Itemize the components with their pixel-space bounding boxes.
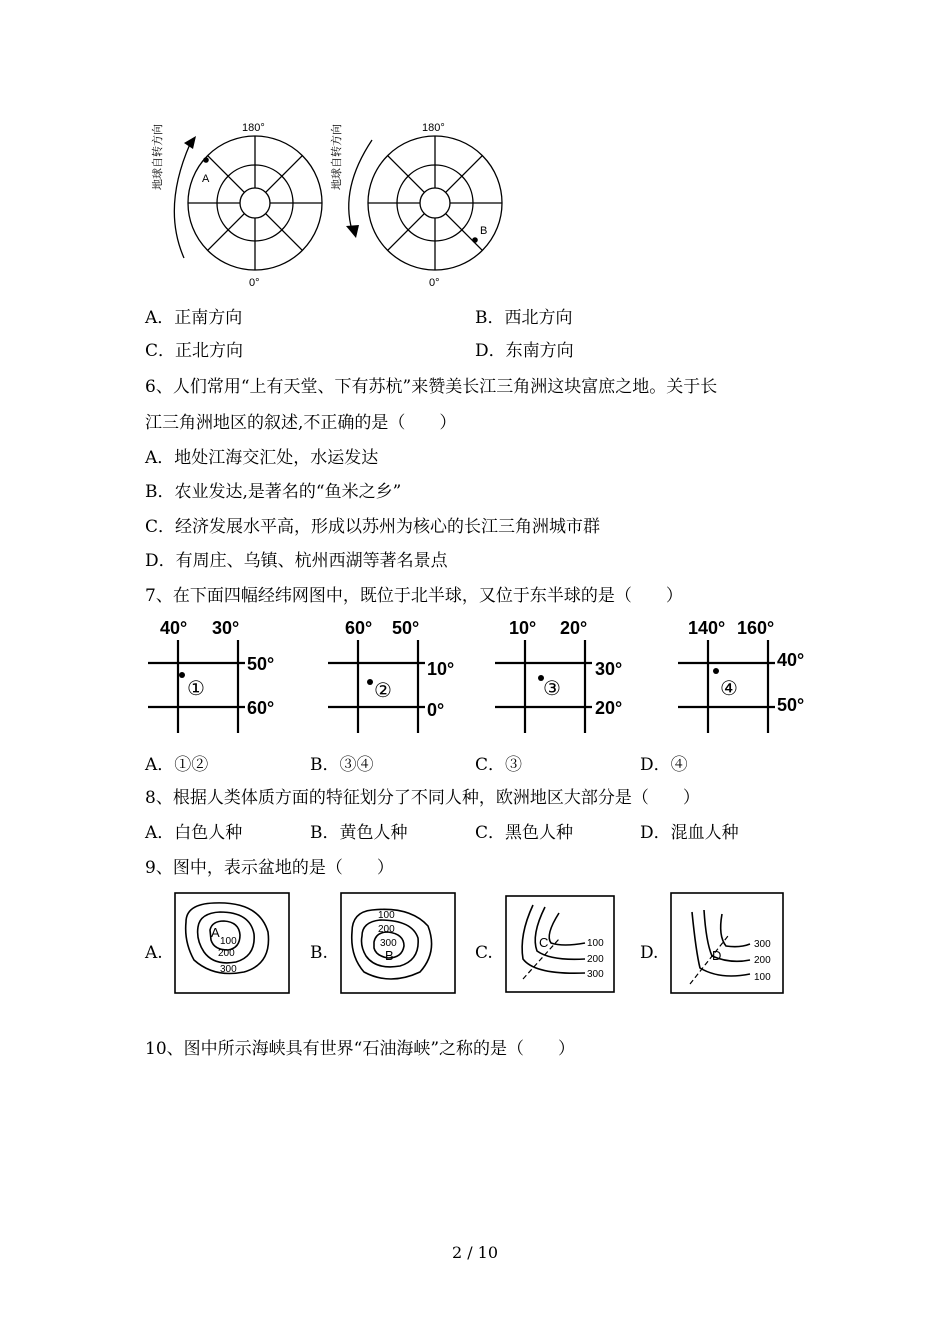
contour-b-l3: 300 bbox=[380, 938, 397, 949]
q6-stem-line2: 江三角洲地区的叙述,不正确的是（ ） bbox=[145, 413, 457, 433]
grid1-lat2: 60° bbox=[247, 698, 275, 718]
q8-option-c[interactable]: C．黑色人种 bbox=[475, 823, 574, 843]
q6-option-d[interactable]: D．有周庄、乌镇、杭州西湖等著名景点 bbox=[145, 551, 448, 571]
contour-d-l2: 200 bbox=[754, 955, 771, 966]
polar-left-arrow-label: 地球自转方向 bbox=[151, 124, 164, 190]
q9-option-c[interactable]: C. bbox=[475, 943, 493, 963]
contour-a-l3: 300 bbox=[220, 964, 237, 975]
grid4-lat2: 50° bbox=[777, 695, 805, 715]
contour-d-point: D bbox=[712, 948, 722, 963]
q9-stem: 9、图中，表示盆地的是（ ） bbox=[145, 858, 394, 878]
grid1-lon2: 30° bbox=[212, 618, 240, 638]
grid3-lat1: 30° bbox=[595, 659, 623, 679]
q9-option-a[interactable]: A. bbox=[145, 943, 163, 963]
q6-option-c[interactable]: C．经济发展水平高，形成以苏州为核心的长江三角洲城市群 bbox=[145, 517, 601, 537]
contour-d-l3: 100 bbox=[754, 972, 771, 983]
polar-right-point-label: B bbox=[480, 225, 488, 237]
q7-option-a[interactable]: A．①② bbox=[145, 755, 209, 775]
contour-c-point: C bbox=[539, 935, 549, 950]
grid1-mark: ① bbox=[187, 678, 205, 700]
contour-b-point: B bbox=[385, 948, 394, 963]
q8-option-b[interactable]: B．黄色人种 bbox=[310, 823, 408, 843]
q7-option-b[interactable]: B．③④ bbox=[310, 755, 374, 775]
q7-option-d[interactable]: D．④ bbox=[640, 755, 688, 775]
q7-stem: 7、在下面四幅经纬网图中，既位于北半球，又位于东半球的是（ ） bbox=[145, 586, 683, 606]
polar-right-arrow-label: 地球自转方向 bbox=[330, 124, 343, 190]
q7-option-c[interactable]: C．③ bbox=[475, 755, 523, 775]
grid2-lon1: 60° bbox=[345, 618, 373, 638]
contour-b-l2: 200 bbox=[378, 924, 395, 935]
grid3-lat2: 20° bbox=[595, 698, 623, 718]
lat-lon-grid-2 bbox=[325, 615, 475, 735]
contour-a-point: A bbox=[211, 925, 220, 940]
q9-option-b[interactable]: B. bbox=[310, 943, 328, 963]
grid3-lon1: 10° bbox=[509, 618, 537, 638]
q8-stem: 8、根据人类体质方面的特征划分了不同人种，欧洲地区大部分是（ ） bbox=[145, 788, 700, 808]
contour-b-l1: 100 bbox=[378, 910, 395, 921]
contour-map-a bbox=[174, 892, 290, 994]
grid2-mark: ② bbox=[374, 680, 392, 702]
q8-option-d[interactable]: D．混血人种 bbox=[640, 823, 739, 843]
grid4-lat1: 40° bbox=[777, 650, 805, 670]
q6-stem-line1: 6、人们常用“上有天堂、下有苏杭”来赞美长江三角洲这块富庶之地。关于长 bbox=[145, 377, 718, 397]
q10-stem: 10、图中所示海峡具有世界“石油海峡”之称的是（ ） bbox=[145, 1039, 576, 1059]
contour-map-b bbox=[340, 892, 456, 994]
q6-option-b[interactable]: B．农业发达,是著名的“鱼米之乡” bbox=[145, 482, 402, 502]
grid4-lon1: 140° bbox=[688, 618, 726, 638]
q5-option-a[interactable]: A．正南方向 bbox=[145, 308, 243, 328]
polar-left-bottom-label: 0° bbox=[249, 277, 260, 289]
contour-c-l2: 200 bbox=[587, 954, 604, 965]
q5-option-d[interactable]: D．东南方向 bbox=[475, 341, 574, 361]
grid2-lat2: 0° bbox=[427, 700, 445, 720]
contour-d-l1: 300 bbox=[754, 939, 771, 950]
lat-lon-grid-4 bbox=[675, 615, 825, 735]
polar-right-bottom-label: 0° bbox=[429, 277, 440, 289]
grid3-mark: ③ bbox=[543, 678, 561, 700]
contour-c-l1: 100 bbox=[587, 938, 604, 949]
grid1-lat1: 50° bbox=[247, 654, 275, 674]
polar-left-point-label: A bbox=[202, 173, 210, 185]
q9-option-d[interactable]: D. bbox=[640, 943, 659, 963]
grid4-lon2: 160° bbox=[737, 618, 775, 638]
grid3-lon2: 20° bbox=[560, 618, 588, 638]
contour-map-c bbox=[505, 895, 615, 993]
grid2-lat1: 10° bbox=[427, 659, 455, 679]
grid2-lon2: 50° bbox=[392, 618, 420, 638]
contour-c-l3: 300 bbox=[587, 969, 604, 980]
polar-right-top-label: 180° bbox=[422, 122, 445, 134]
contour-a-l1: 100 bbox=[220, 936, 237, 947]
grid1-lon1: 40° bbox=[160, 618, 188, 638]
page-number: 2 / 10 bbox=[451, 1243, 499, 1262]
q8-option-a[interactable]: A．白色人种 bbox=[145, 823, 243, 843]
polar-diagram-left bbox=[140, 118, 330, 293]
contour-a-l2: 200 bbox=[218, 948, 235, 959]
polar-diagram-right bbox=[320, 118, 490, 293]
q6-option-a[interactable]: A．地处江海交汇处，水运发达 bbox=[145, 448, 379, 468]
lat-lon-grid-1 bbox=[145, 615, 295, 735]
contour-map-d bbox=[670, 892, 784, 994]
q5-option-c[interactable]: C．正北方向 bbox=[145, 341, 244, 361]
lat-lon-grid-3 bbox=[495, 615, 645, 735]
polar-left-top-label: 180° bbox=[242, 122, 265, 134]
grid4-mark: ④ bbox=[720, 678, 738, 700]
q5-option-b[interactable]: B．西北方向 bbox=[475, 308, 573, 328]
